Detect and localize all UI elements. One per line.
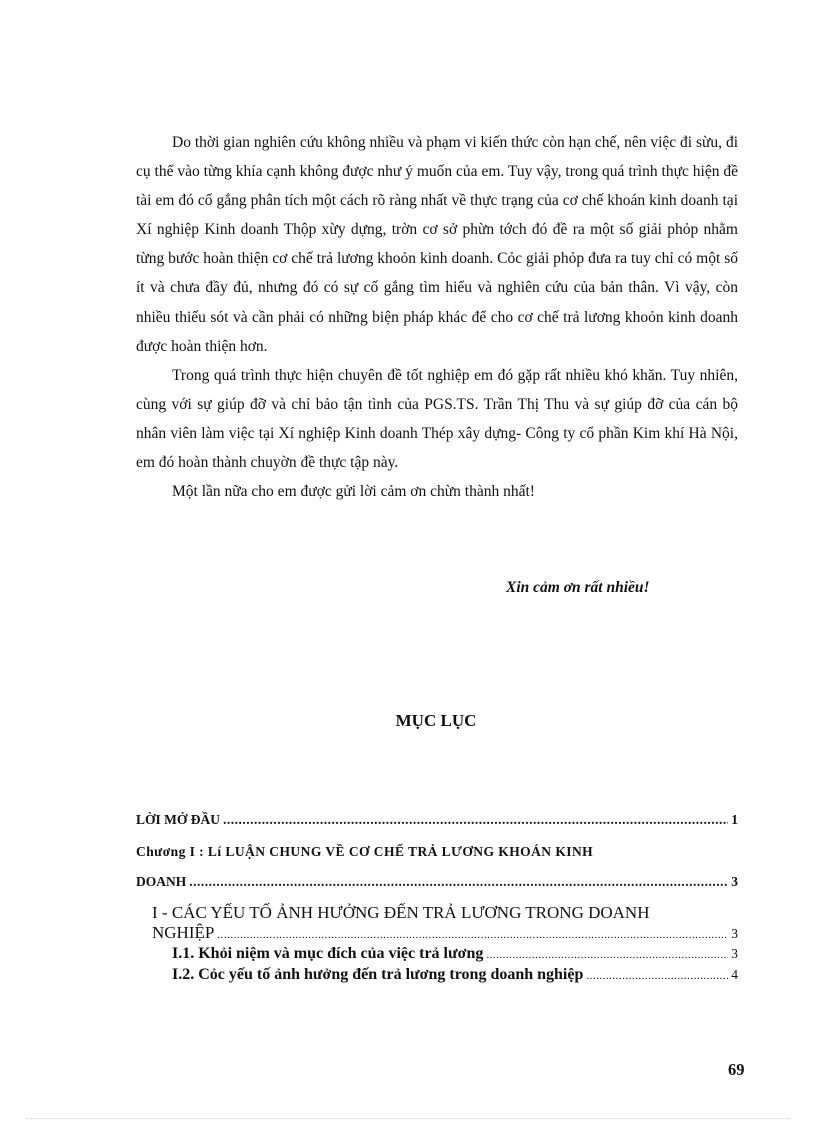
toc-entry-section-1-cont[interactable] [152, 923, 738, 943]
toc-entry-page: 4 [731, 967, 738, 982]
page-bottom-rule [26, 1118, 790, 1119]
paragraph: Trong quá trình thực hiện chuyên đề tốt nghiệp em đó gặp rất nhiều khó khăn. Tuy nhiên, cùng với sự giúp đỡ và chỉ bảo tận tình của PGS.TS. Trần Thị Thu và sự giúp đỡ của cán bộ nhân viên làm việc tại Xí nghiệp Kinh doanh Thép xây dựng- Công ty cổ phần Kim khí Hà Nội, em đó hoàn thành chuyờn đề thực tập này. [136, 366, 738, 472]
toc-entry-page: 3 [731, 926, 738, 941]
toc-entry-page: 3 [731, 946, 738, 961]
toc-entry-page: 1 [731, 812, 738, 827]
paragraph: Một lần nữa cho em được gửi lời cảm ơn chừn thành nhất! [172, 483, 535, 501]
toc-entry-subsection[interactable] [172, 966, 738, 984]
thanks-signoff: Xin cảm ơn rất nhiều! [506, 579, 650, 596]
toc-entry-label: I.1. Khỏi niệm và mục đích của việc trả lương [172, 945, 484, 962]
toc-leader-dots [486, 949, 728, 961]
toc-entry-label: LỜI MỞ ĐẦU [136, 812, 220, 827]
toc-title: MỤC LỤC [395, 711, 477, 730]
toc-entry-intro[interactable] [136, 812, 738, 828]
acknowledgement-text [136, 128, 738, 506]
toc-entry-label: DOANH [136, 874, 187, 889]
toc-entry-label: I.2. Cỏc yếu tố ảnh hưởng đến trả lương trong doanh nghiệp [172, 966, 584, 983]
toc-entry-page: 3 [731, 874, 738, 889]
paragraph: Do thời gian nghiên cứu không nhiều và phạm vi kiến thức còn hạn chế, nên việc đi sừu, đi cụ thể vào từng khía cạnh không được như ý muốn của em. Tuy vậy, trong quá trình thực hiện đề tài em đó cố gắng phân tích một cách rõ ràng nhất về thực trạng của cơ chế khoán kinh doanh tại Xí nghiệp Kinh doanh Thộp xừy dựng, trờn cơ sở phừn tớch đó đề ra một số giải phỏp nhằm từng bước hoàn thiện cơ chế trả lương khoỏn kinh doanh. Cỏc giải phỏp đưa ra tuy chỉ có một số ít và chưa đầy đủ, nhưng đó có sự cố gắng tìm hiểu và nghiên cứu của bản thân. Vì vậy, còn nhiều thiếu sót và cần phải có những biện pháp khác để cho cơ chế trả lương khoỏn kinh doanh được hoàn thiện hơn. [136, 134, 738, 355]
page-number: 69 [728, 1060, 745, 1079]
toc-entry-chapter-1[interactable]: Chương I : Lí LUẬN CHUNG VỀ CƠ CHẾ TRẢ LƯƠNG KHOÁN KINH [136, 844, 594, 859]
toc-leader-dots [189, 874, 728, 890]
toc-entry-section-1[interactable]: I - CÁC YẾU TỐ ẢNH HƯỞNG ĐẾN TRẢ LƯƠNG TRONG DOANH [152, 903, 650, 922]
toc-leader-dots [223, 812, 728, 828]
toc-leader-dots [586, 970, 728, 982]
toc-entry-chapter-1-cont[interactable] [136, 874, 738, 890]
toc-leader-dots [217, 929, 728, 941]
toc-entry-subsection[interactable] [172, 945, 738, 963]
toc-entry-label: NGHIỆP [152, 923, 215, 942]
